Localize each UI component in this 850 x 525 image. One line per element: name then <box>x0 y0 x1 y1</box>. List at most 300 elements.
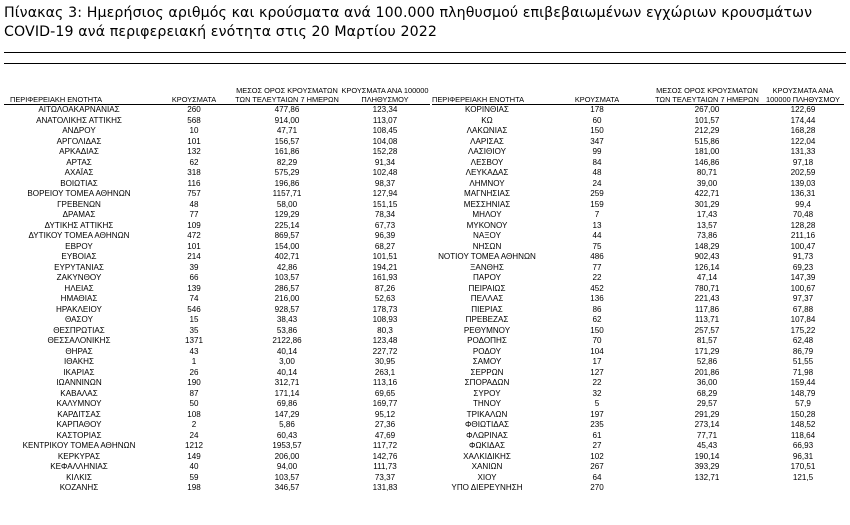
avg-cell: 902,43 <box>694 252 720 261</box>
avg-cell: 291,29 <box>694 409 720 419</box>
table-row <box>4 231 430 242</box>
region-cell: ΚΑΡΠΑΘΟΥ <box>56 420 102 429</box>
region-cell: ΚΟΡΙΝΘΙΑΣ <box>465 105 509 114</box>
per100k-cell: 159,44 <box>790 378 816 387</box>
table-row <box>432 389 844 400</box>
header-avg: ΜΕΣΟΣ ΟΡΟΣ ΚΡΟΥΣΜΑΤΩΝ ΤΩΝ ΤΕΛΕΥΤΑΙΩΝ 7 ΗΜΕΡΩΝ <box>235 86 339 104</box>
region-cell: ΕΥΒΟΙΑΣ <box>61 252 97 261</box>
region-cell: ΑΙΤΩΛΟΑΚΑΡΝΑΝΙΑΣ <box>38 105 120 114</box>
per100k-cell: 139,03 <box>790 178 816 188</box>
per100k-cell: 91,73 <box>792 252 814 261</box>
table-row <box>432 462 844 473</box>
region-cell: ΒΟΙΩΤΙΑΣ <box>60 178 98 188</box>
avg-cell: 221,43 <box>694 294 720 303</box>
table-row <box>4 483 430 494</box>
per100k-cell: 111,73 <box>373 462 397 471</box>
cases-cell: 347 <box>590 136 604 146</box>
table-row <box>432 126 844 137</box>
cases-cell: 60 <box>592 115 602 125</box>
region-cell: ΚΩ <box>481 115 493 125</box>
region-cell: ΠΕΛΛΑΣ <box>470 294 504 303</box>
table-row <box>432 147 844 158</box>
table-row <box>432 347 844 358</box>
region-cell: ΣΥΡΟΥ <box>473 388 501 398</box>
per100k-cell: 194,21 <box>372 262 398 272</box>
table-row <box>432 105 844 116</box>
avg-cell: 53,86 <box>276 325 298 335</box>
cases-cell: 178 <box>590 105 604 114</box>
per100k-cell: 175,22 <box>790 325 816 335</box>
table-row <box>4 189 430 200</box>
per100k-cell: 148,79 <box>790 388 816 398</box>
cases-cell: 197 <box>590 409 604 419</box>
table-row <box>4 294 430 305</box>
table-row <box>4 368 430 379</box>
cases-cell: 13 <box>592 220 602 230</box>
region-cell: ΑΝΔΡΟΥ <box>62 126 96 135</box>
region-cell: ΗΛΕΙΑΣ <box>64 283 94 293</box>
per100k-cell: 113,07 <box>372 115 398 125</box>
region-cell: ΑΡΓΟΛΙΔΑΣ <box>56 136 102 146</box>
avg-cell: 38,43 <box>276 315 298 324</box>
per100k-cell: 52,63 <box>374 294 396 303</box>
per100k-cell: 100,67 <box>790 283 816 293</box>
region-cell: ΧΑΛΚΙΔΙΚΗΣ <box>463 451 511 461</box>
cases-cell: 75 <box>592 241 602 251</box>
table-row <box>432 200 844 211</box>
region-cell: ΣΠΟΡΑΔΩΝ <box>464 378 510 387</box>
table-row <box>4 420 430 431</box>
table-row <box>432 189 844 200</box>
table-row <box>4 410 430 421</box>
cases-cell: 74 <box>189 294 199 303</box>
left-header-row <box>4 86 430 105</box>
avg-cell: 257,57 <box>694 325 720 335</box>
cases-cell: 132 <box>187 147 201 156</box>
per100k-cell: 150,28 <box>790 409 816 419</box>
cases-cell: 235 <box>590 420 604 429</box>
cases-cell: 150 <box>590 325 604 335</box>
cases-cell: 2 <box>191 420 197 429</box>
region-cell: ΘΑΣΟΥ <box>65 315 93 324</box>
per100k-cell: 107,84 <box>790 315 816 324</box>
avg-cell: 58,00 <box>276 199 298 209</box>
region-cell: ΗΜΑΘΙΑΣ <box>60 294 98 303</box>
per100k-cell: 122,04 <box>790 136 816 146</box>
avg-cell: 212,29 <box>694 126 720 135</box>
region-cell: ΚΟΖΑΝΗΣ <box>59 483 99 492</box>
avg-cell: 42,86 <box>276 262 298 272</box>
cases-cell: 22 <box>592 378 602 387</box>
left-table-body <box>4 105 430 494</box>
table-row <box>4 179 430 190</box>
per100k-cell: 113,16 <box>372 378 398 387</box>
per100k-cell: 168,28 <box>790 126 816 135</box>
avg-cell: 402,71 <box>274 252 300 261</box>
cases-cell: 39 <box>189 262 199 272</box>
table-row <box>432 378 844 389</box>
region-cell: ΠΙΕΡΙΑΣ <box>471 304 503 314</box>
region-cell: ΖΑΚΥΝΘΟΥ <box>56 273 102 282</box>
header-avg: ΜΕΣΟΣ ΟΡΟΣ ΚΡΟΥΣΜΑΤΩΝ ΤΩΝ ΤΕΛΕΥΤΑΙΩΝ 7 ΗΜΕΡΩΝ <box>655 86 759 104</box>
right-table-body <box>432 105 844 494</box>
avg-cell: 515,86 <box>694 136 720 146</box>
per100k-cell: 96,39 <box>374 231 396 240</box>
table-row <box>4 273 430 284</box>
left-table <box>4 86 430 494</box>
cases-cell: 15 <box>189 315 199 324</box>
region-cell: ΛΑΡΙΣΑΣ <box>470 136 504 146</box>
per100k-cell: 73,37 <box>374 472 396 482</box>
table-row <box>4 221 430 232</box>
table-row <box>4 168 430 179</box>
cases-cell: 214 <box>187 252 201 261</box>
per100k-cell: 67,88 <box>792 304 814 314</box>
region-cell: ΘΕΣΠΡΩΤΙΑΣ <box>53 325 105 335</box>
cases-cell: 139 <box>187 283 201 293</box>
per100k-cell: 97,37 <box>792 294 814 303</box>
region-cell: ΚΑΒΑΛΑΣ <box>60 388 98 398</box>
region-cell: ΔΥΤΙΚΗΣ ΑΤΤΙΚΗΣ <box>44 220 114 230</box>
table-row <box>4 137 430 148</box>
region-cell: ΚΑΣΤΟΡΙΑΣ <box>56 430 102 440</box>
per100k-cell: 147,39 <box>790 273 816 282</box>
per100k-cell: 100,47 <box>790 241 816 251</box>
region-cell: ΚΑΡΔΙΤΣΑΣ <box>57 409 101 419</box>
avg-cell: 201,86 <box>694 367 720 377</box>
cases-cell: 1371 <box>184 336 203 345</box>
avg-cell: 154,00 <box>274 241 300 251</box>
region-cell: ΜΑΓΝΗΣΙΑΣ <box>464 189 510 198</box>
per100k-cell: 121,5 <box>792 472 814 482</box>
per100k-cell: 123,48 <box>372 336 398 345</box>
table-row <box>4 326 430 337</box>
avg-cell: 2122,86 <box>272 336 302 345</box>
table-row <box>432 473 844 484</box>
per100k-cell: 131,83 <box>372 483 398 492</box>
cases-cell: 149 <box>187 451 201 461</box>
cases-cell: 35 <box>189 325 199 335</box>
table-row <box>4 452 430 463</box>
region-cell: ΛΑΚΩΝΙΑΣ <box>466 126 508 135</box>
cases-cell: 104 <box>590 346 604 356</box>
region-cell: ΚΕΦΑΛΛΗΝΙΑΣ <box>50 462 108 471</box>
region-cell: ΣΑΜΟΥ <box>472 357 502 366</box>
cases-cell: 546 <box>187 304 201 314</box>
table-title <box>4 4 846 42</box>
avg-cell: 94,00 <box>276 462 298 471</box>
left-panel <box>4 86 430 494</box>
per100k-cell: 169,77 <box>372 399 398 408</box>
per100k-cell: 211,16 <box>790 231 816 240</box>
cases-cell: 318 <box>187 168 201 177</box>
avg-cell: 82,29 <box>276 157 298 167</box>
table-row <box>4 473 430 484</box>
per100k-cell: 66,93 <box>792 441 814 450</box>
avg-cell: 3,00 <box>279 357 295 366</box>
region-cell: ΝΗΣΩΝ <box>472 241 502 251</box>
avg-cell: 928,57 <box>274 304 300 314</box>
region-cell: ΝΟΤΙΟΥ ΤΟΜΕΑ ΑΘΗΝΩΝ <box>438 252 536 261</box>
per100k-cell: 86,79 <box>792 346 814 356</box>
table-row <box>432 336 844 347</box>
table-title-line2: COVID-19 ανά περιφερειακή ενότητα στις 20 Μαρτίου 2022 <box>4 24 437 40</box>
table-row <box>4 252 430 263</box>
avg-cell: 117,86 <box>694 304 720 314</box>
avg-cell: 129,29 <box>274 210 300 219</box>
table-row <box>4 336 430 347</box>
avg-cell: 1157,71 <box>272 189 302 198</box>
per100k-cell: 47,69 <box>374 430 396 440</box>
cases-cell: 70 <box>592 336 602 345</box>
per100k-cell: 108,45 <box>372 126 398 135</box>
table-row <box>432 420 844 431</box>
per100k-cell: 98,37 <box>374 178 396 188</box>
per100k-cell: 117,72 <box>372 441 398 450</box>
table-row <box>432 368 844 379</box>
avg-cell: 36,00 <box>696 378 718 387</box>
region-cell: ΚΙΛΚΙΣ <box>66 472 92 482</box>
region-cell: ΡΟΔΟΠΗΣ <box>467 336 507 345</box>
avg-cell: 40,14 <box>276 346 298 356</box>
region-cell: ΥΠΟ ΔΙΕΡΕΥΝΗΣΗ <box>451 483 523 492</box>
cases-cell: 101 <box>187 136 201 146</box>
cases-cell: 267 <box>590 462 604 471</box>
table-row <box>432 158 844 169</box>
avg-cell: 171,14 <box>274 388 300 398</box>
table-row <box>432 315 844 326</box>
cases-cell: 159 <box>590 199 604 209</box>
avg-cell: 156,57 <box>274 136 300 146</box>
avg-cell: 312,71 <box>274 378 300 387</box>
right-header-row <box>432 86 844 105</box>
table-row <box>4 305 430 316</box>
avg-cell: 101,57 <box>694 115 720 125</box>
header-per100k: ΚΡΟΥΣΜΑΤΑ ΑΝΑ 100000 ΠΛΗΘΥΣΜΟΥ <box>341 86 429 104</box>
avg-cell: 81,57 <box>696 336 718 345</box>
table-row <box>4 284 430 295</box>
region-cell: ΜΥΚΟΝΟΥ <box>466 220 508 230</box>
cases-cell: 259 <box>590 189 604 198</box>
per100k-cell: 80,3 <box>377 325 393 335</box>
per100k-cell: 57,9 <box>795 399 811 408</box>
cases-cell: 86 <box>592 304 602 314</box>
per100k-cell: 104,08 <box>372 136 398 146</box>
cases-cell: 757 <box>187 189 201 198</box>
per100k-cell: 27,36 <box>374 420 396 429</box>
region-cell: ΠΕΙΡΑΙΩΣ <box>468 283 506 293</box>
per100k-cell: 174,44 <box>790 115 816 125</box>
per100k-cell: 101,51 <box>372 252 398 261</box>
region-cell: ΜΗΛΟΥ <box>472 210 502 219</box>
avg-cell: 206,00 <box>274 451 300 461</box>
region-cell: ΦΩΚΙΔΑΣ <box>469 441 505 450</box>
table-row <box>432 252 844 263</box>
cases-cell: 260 <box>187 105 201 114</box>
table-row <box>4 378 430 389</box>
table-row <box>4 441 430 452</box>
per100k-cell: 118,64 <box>790 430 816 440</box>
cases-cell: 61 <box>592 430 602 440</box>
region-cell: ΧΑΝΙΩΝ <box>471 462 503 471</box>
cases-cell: 44 <box>592 231 602 240</box>
avg-cell: 132,71 <box>694 472 720 482</box>
region-cell: ΚΑΛΥΜΝΟΥ <box>56 399 102 408</box>
per100k-cell: 151,15 <box>372 199 398 209</box>
avg-cell: 393,29 <box>694 462 720 471</box>
avg-cell: 47,71 <box>276 126 298 135</box>
avg-cell: 301,29 <box>694 199 720 209</box>
table-row <box>432 294 844 305</box>
table-row <box>432 137 844 148</box>
per100k-cell: 227,72 <box>372 346 398 356</box>
region-cell: ΠΑΡΟΥ <box>472 273 502 282</box>
region-cell: ΠΡΕΒΕΖΑΣ <box>465 315 509 324</box>
avg-cell: 148,29 <box>694 241 720 251</box>
region-cell: ΔΥΤΙΚΟΥ ΤΟΜΕΑ ΑΘΗΝΩΝ <box>28 231 130 240</box>
avg-cell: 60,43 <box>276 430 298 440</box>
cases-cell: 24 <box>592 178 602 188</box>
per100k-cell: 263,1 <box>374 367 396 377</box>
avg-cell: 914,00 <box>274 115 300 125</box>
per100k-cell: 67,73 <box>374 220 396 230</box>
avg-cell: 346,57 <box>274 483 300 492</box>
table-row <box>432 305 844 316</box>
avg-cell: 575,29 <box>274 168 300 177</box>
header-region: ΠΕΡΙΦΕΡΕΙΑΚΗ ΕΝΟΤΗΤΑ <box>10 94 102 104</box>
avg-cell: 181,00 <box>694 147 720 156</box>
region-cell: ΚΕΝΤΡΙΚΟΥ ΤΟΜΕΑ ΑΘΗΝΩΝ <box>22 441 136 450</box>
per100k-cell: 87,26 <box>374 283 396 293</box>
avg-cell: 225,14 <box>274 220 300 230</box>
region-cell: ΡΕΘΥΜΝΟΥ <box>463 325 511 335</box>
cases-cell: 7 <box>594 210 600 219</box>
region-cell: ΙΩΑΝΝΙΝΩΝ <box>56 378 102 387</box>
table-row <box>4 147 430 158</box>
region-cell: ΑΧΑΪΑΣ <box>64 168 94 177</box>
per100k-cell: 202,59 <box>790 168 816 177</box>
table-row <box>432 410 844 421</box>
region-cell: ΜΕΣΣΗΝΙΑΣ <box>463 199 511 209</box>
region-cell: ΣΕΡΡΩΝ <box>470 367 504 377</box>
top-rule <box>4 52 846 53</box>
table-row <box>432 210 844 221</box>
region-cell: ΑΡΚΑΔΙΑΣ <box>59 147 99 156</box>
cases-cell: 101 <box>187 241 201 251</box>
region-cell: ΤΡΙΚΑΛΩΝ <box>466 409 508 419</box>
avg-cell: 80,71 <box>696 168 718 177</box>
cases-cell: 109 <box>187 220 201 230</box>
table-row <box>432 452 844 463</box>
table-row <box>4 105 430 116</box>
table-row <box>432 273 844 284</box>
cases-cell: 17 <box>592 357 602 366</box>
cases-cell: 64 <box>592 472 602 482</box>
avg-cell: 13,57 <box>696 220 718 230</box>
table-row <box>4 158 430 169</box>
region-cell: ΛΑΣΙΘΙΟΥ <box>467 147 507 156</box>
avg-cell: 17,43 <box>696 210 718 219</box>
avg-cell: 29,57 <box>696 399 718 408</box>
region-cell: ΘΗΡΑΣ <box>65 346 93 356</box>
cases-cell: 472 <box>187 231 201 240</box>
avg-cell: 1953,57 <box>272 441 302 450</box>
avg-cell: 39,00 <box>696 178 718 188</box>
cases-cell: 48 <box>189 199 199 209</box>
region-cell: ΝΑΞΟΥ <box>473 231 501 240</box>
table-row <box>432 326 844 337</box>
table-row <box>432 284 844 295</box>
avg-cell: 869,57 <box>274 231 300 240</box>
avg-cell: 147,29 <box>274 409 300 419</box>
region-cell: ΚΕΡΚΥΡΑΣ <box>57 451 101 461</box>
table-row <box>432 231 844 242</box>
table-row <box>4 200 430 211</box>
cases-cell: 452 <box>590 283 604 293</box>
table-row <box>4 431 430 442</box>
per100k-cell: 99,4 <box>795 199 811 209</box>
table-row <box>4 357 430 368</box>
per100k-cell: 97,18 <box>792 157 814 167</box>
cases-cell: 1 <box>191 357 197 366</box>
avg-cell: 171,29 <box>694 346 720 356</box>
avg-cell: 73,86 <box>696 231 718 240</box>
header-cases: ΚΡΟΥΣΜΑΤΑ <box>171 94 217 104</box>
table-row <box>4 116 430 127</box>
region-cell: ΦΘΙΩΤΙΔΑΣ <box>464 420 510 429</box>
table-row <box>4 389 430 400</box>
avg-cell: 267,00 <box>694 105 720 114</box>
region-cell: ΧΙΟΥ <box>477 472 497 482</box>
avg-cell: 77,71 <box>696 430 718 440</box>
per100k-cell: 142,76 <box>372 451 398 461</box>
avg-cell: 146,86 <box>694 157 720 167</box>
region-cell: ΔΡΑΜΑΣ <box>62 210 96 219</box>
per100k-cell: 148,52 <box>790 420 816 429</box>
per100k-cell: 71,98 <box>792 367 814 377</box>
region-cell: ΒΟΡΕΙΟΥ ΤΟΜΕΑ ΑΘΗΝΩΝ <box>27 189 131 198</box>
per100k-cell: 178,73 <box>372 304 398 314</box>
avg-cell: 126,14 <box>694 262 720 272</box>
per100k-cell: 122,69 <box>790 105 816 114</box>
avg-cell: 68,29 <box>696 388 718 398</box>
avg-cell: 477,86 <box>274 105 300 114</box>
table-row <box>4 263 430 274</box>
table-row <box>432 221 844 232</box>
table-row <box>4 315 430 326</box>
right-table <box>432 86 844 494</box>
cases-cell: 50 <box>189 399 199 408</box>
avg-cell: 40,14 <box>276 367 298 377</box>
per100k-cell: 30,95 <box>374 357 396 366</box>
per100k-cell: 51,55 <box>792 357 814 366</box>
per100k-cell: 68,27 <box>374 241 396 251</box>
avg-cell: 422,71 <box>694 189 720 198</box>
cases-cell: 190 <box>187 378 201 387</box>
cases-cell: 48 <box>592 168 602 177</box>
per100k-cell: 136,31 <box>790 189 816 198</box>
table-row <box>432 263 844 274</box>
header-region: ΠΕΡΙΦΕΡΕΙΑΚΗ ΕΝΟΤΗΤΑ <box>432 94 524 104</box>
per100k-cell: 91,34 <box>374 157 396 167</box>
region-cell: ΦΛΩΡΙΝΑΣ <box>466 430 508 440</box>
region-cell: ΡΟΔΟΥ <box>472 346 502 356</box>
region-cell: ΘΕΣΣΑΛΟΝΙΚΗΣ <box>47 336 111 345</box>
avg-cell: 5,86 <box>279 420 295 429</box>
cases-cell: 84 <box>592 157 602 167</box>
avg-cell: 196,86 <box>274 178 300 188</box>
per100k-cell: 69,65 <box>374 388 396 398</box>
